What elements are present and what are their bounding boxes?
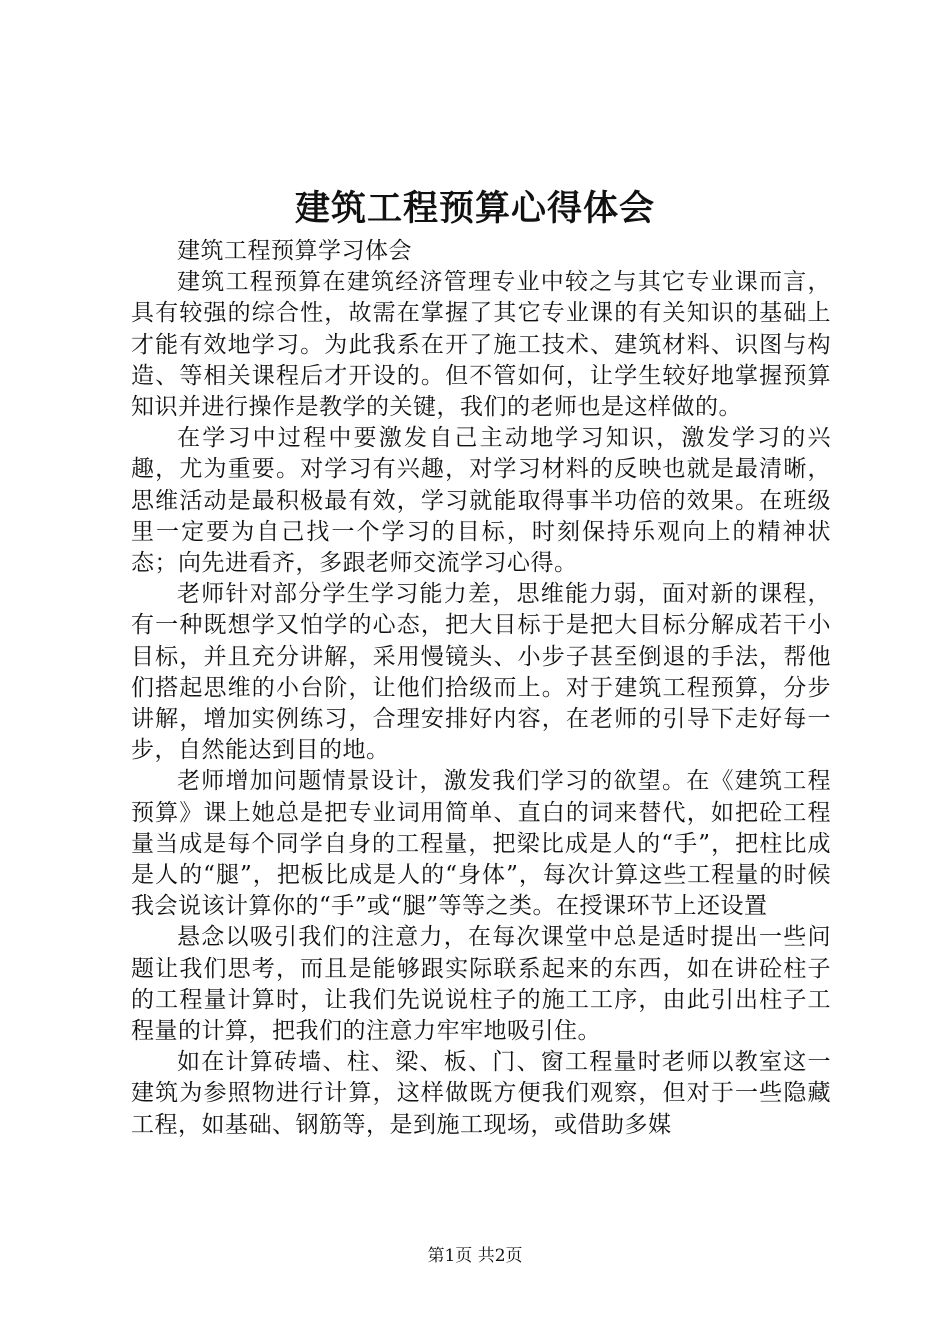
paragraph: 悬念以吸引我们的注意力，在每次课堂中总是适时提出一些问题让我们思考，而且是能够跟实际联系起来的东西，如在讲砼柱子的工程量计算时，让我们先说说柱子的施工工序，由此引出柱子工程量的计算，把我们的注意力牢牢地吸引住。 <box>131 924 831 1045</box>
document-body <box>131 236 831 1141</box>
page-footer: 第1页 共2页 <box>427 1246 523 1266</box>
paragraph: 老师针对部分学生学习能力差，思维能力弱，面对新的课程，有一种既想学又怕学的心态，把大目标于是把大目标分解成若干小目标，并且充分讲解，采用慢镜头、小步子甚至倒退的手法，帮他们搭起思维的小台阶，让他们拾级而上。对于建筑工程预算，分步讲解，增加实例练习，合理安排好内容，在老师的引导下走好每一步，自然能达到目的地。 <box>131 581 831 764</box>
paragraph: 在学习中过程中要激发自己主动地学习知识，激发学习的兴趣，尤为重要。对学习有兴趣，对学习材料的反映也就是最清晰，思维活动是最积极最有效，学习就能取得事半功倍的效果。在班级里一定要为自己找一个学习的目标，时刻保持乐观向上的精神状态；向先进看齐，多跟老师交流学习心得。 <box>131 425 831 577</box>
paragraph: 建筑工程预算在建筑经济管理专业中较之与其它专业课而言，具有较强的综合性，故需在掌握了其它专业课的有关知识的基础上才能有效地学习。为此我系在开了施工技术、建筑材料、识图与构造、等相关课程后才开设的。但不管如何，让学生较好地掌握预算知识并进行操作是教学的关键，我们的老师也是这样做的。 <box>131 269 831 421</box>
paragraph: 如在计算砖墙、柱、梁、板、门、窗工程量时老师以教室这一建筑为参照物进行计算，这样做既方便我们观察，但对于一些隐藏工程，如基础、钢筋等，是到施工现场，或借助多媒 <box>131 1049 831 1138</box>
paragraph: 老师增加问题情景设计，激发我们学习的欲望。在《建筑工程预算》课上她总是把专业词用简单、直白的词来替代，如把砼工程量当成是每个同学自身的工程量，把梁比成是人的“手”，把柱比成是人的“腿”，把板比成是人的“身体”，每次计算这些工程量的时候我会说该计算你的“手”或“腿”等等之类。在授课环节上还设置 <box>131 768 831 920</box>
paragraph-subtitle: 建筑工程预算学习体会 <box>177 238 412 264</box>
document-title: 建筑工程预算心得体会 <box>294 188 655 229</box>
